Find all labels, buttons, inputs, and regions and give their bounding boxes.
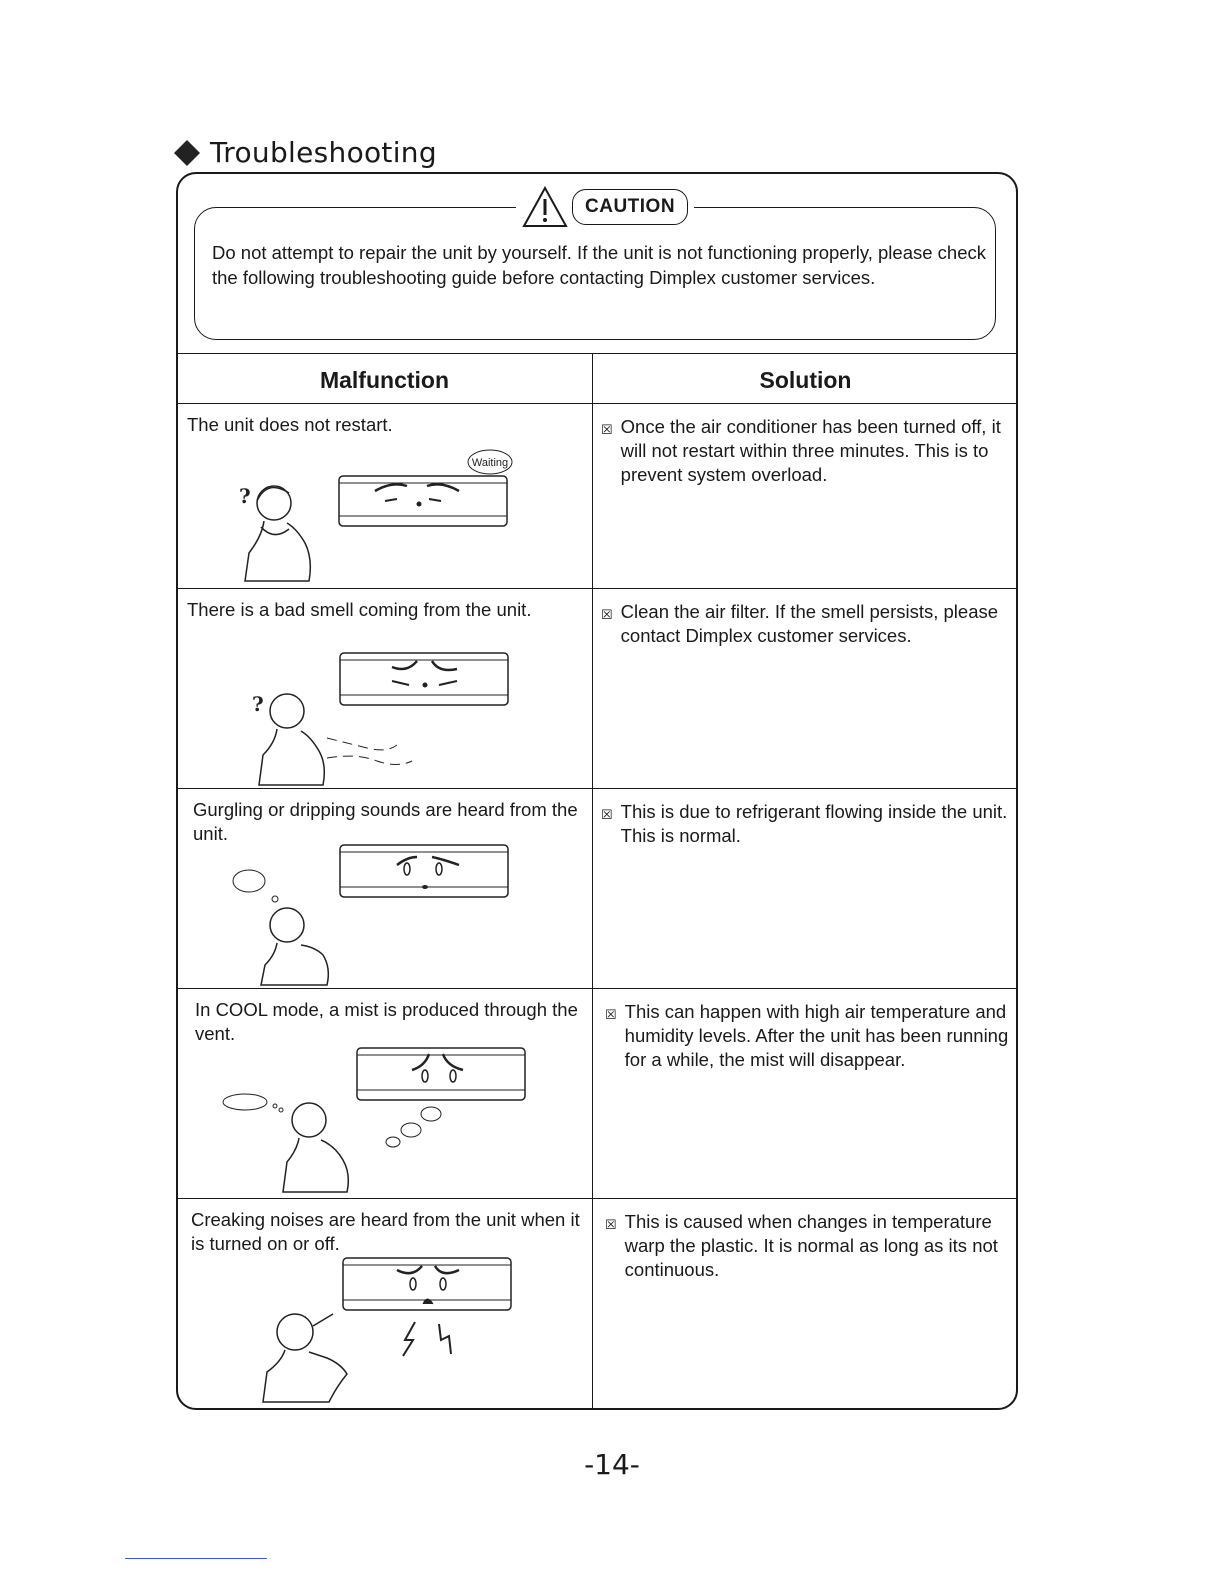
malfunction-text: Creaking noises are heard from the unit when it is turned on or off. [191,1209,580,1254]
footer-rule [125,1558,267,1559]
malfunction-text: Gurgling or dripping sounds are heard from the unit. [193,799,578,844]
creaking-noise-illustration [237,1256,537,1406]
troubleshooting-table [177,353,1017,1408]
gurgling-sound-illustration [227,843,527,988]
table-row [177,988,1017,1198]
warning-triangle-icon [522,186,568,228]
svg-text:?: ? [239,484,251,508]
table-row [177,588,1017,788]
solution-text: ☒ This is due to refrigerant flowing inside the unit. This is normal. [601,801,1008,846]
waiting-badge: Waiting [471,457,509,469]
bad-smell-illustration [227,643,527,788]
checkbox-bullet-icon: ☒ [605,1007,617,1022]
mist-illustration [217,1046,547,1196]
malfunction-text: The unit does not restart. [187,414,393,435]
checkbox-bullet-icon: ☒ [601,422,613,437]
checkbox-bullet-icon: ☒ [601,607,613,622]
malfunction-text: There is a bad smell coming from the unit. [187,599,532,620]
solution-text: ☒ This is caused when changes in temperature warp the plastic. It is normal as long as its not continuous. [605,1211,998,1280]
unit-waiting-illustration [217,441,537,586]
malfunction-text: In COOL mode, a mist is produced through the vent. [195,999,578,1044]
solution-text: ☒ Once the air conditioner has been turned off, it will not restart within three minutes. This is to prevent system overload. [601,416,1001,485]
page-title: Troubleshooting [210,136,437,169]
caution-text: Do not attempt to repair the unit by yourself. If the unit is not functioning properly, please check the following troubleshooting guide before contacting Dimplex customer services. [212,242,987,288]
diamond-bullet-icon [174,140,200,166]
table-row [177,403,1017,588]
svg-text:?: ? [252,692,264,716]
section-header [174,136,437,169]
table-row [177,788,1017,988]
table-row [177,1198,1017,1408]
solution-text: ☒ Clean the air filter. If the smell persists, please contact Dimplex customer services. [601,601,999,646]
page-number: -14- [584,1448,640,1481]
caution-header [516,186,694,228]
column-header-malfunction: Malfunction [319,367,450,393]
checkbox-bullet-icon: ☒ [605,1217,617,1232]
solution-text: ☒ This can happen with high air temperature and humidity levels. After the unit has been running for a while, the mist will disappear. [605,1001,1009,1070]
checkbox-bullet-icon: ☒ [601,807,613,822]
caution-label: CAUTION [572,189,688,225]
column-header-solution: Solution [759,367,852,393]
